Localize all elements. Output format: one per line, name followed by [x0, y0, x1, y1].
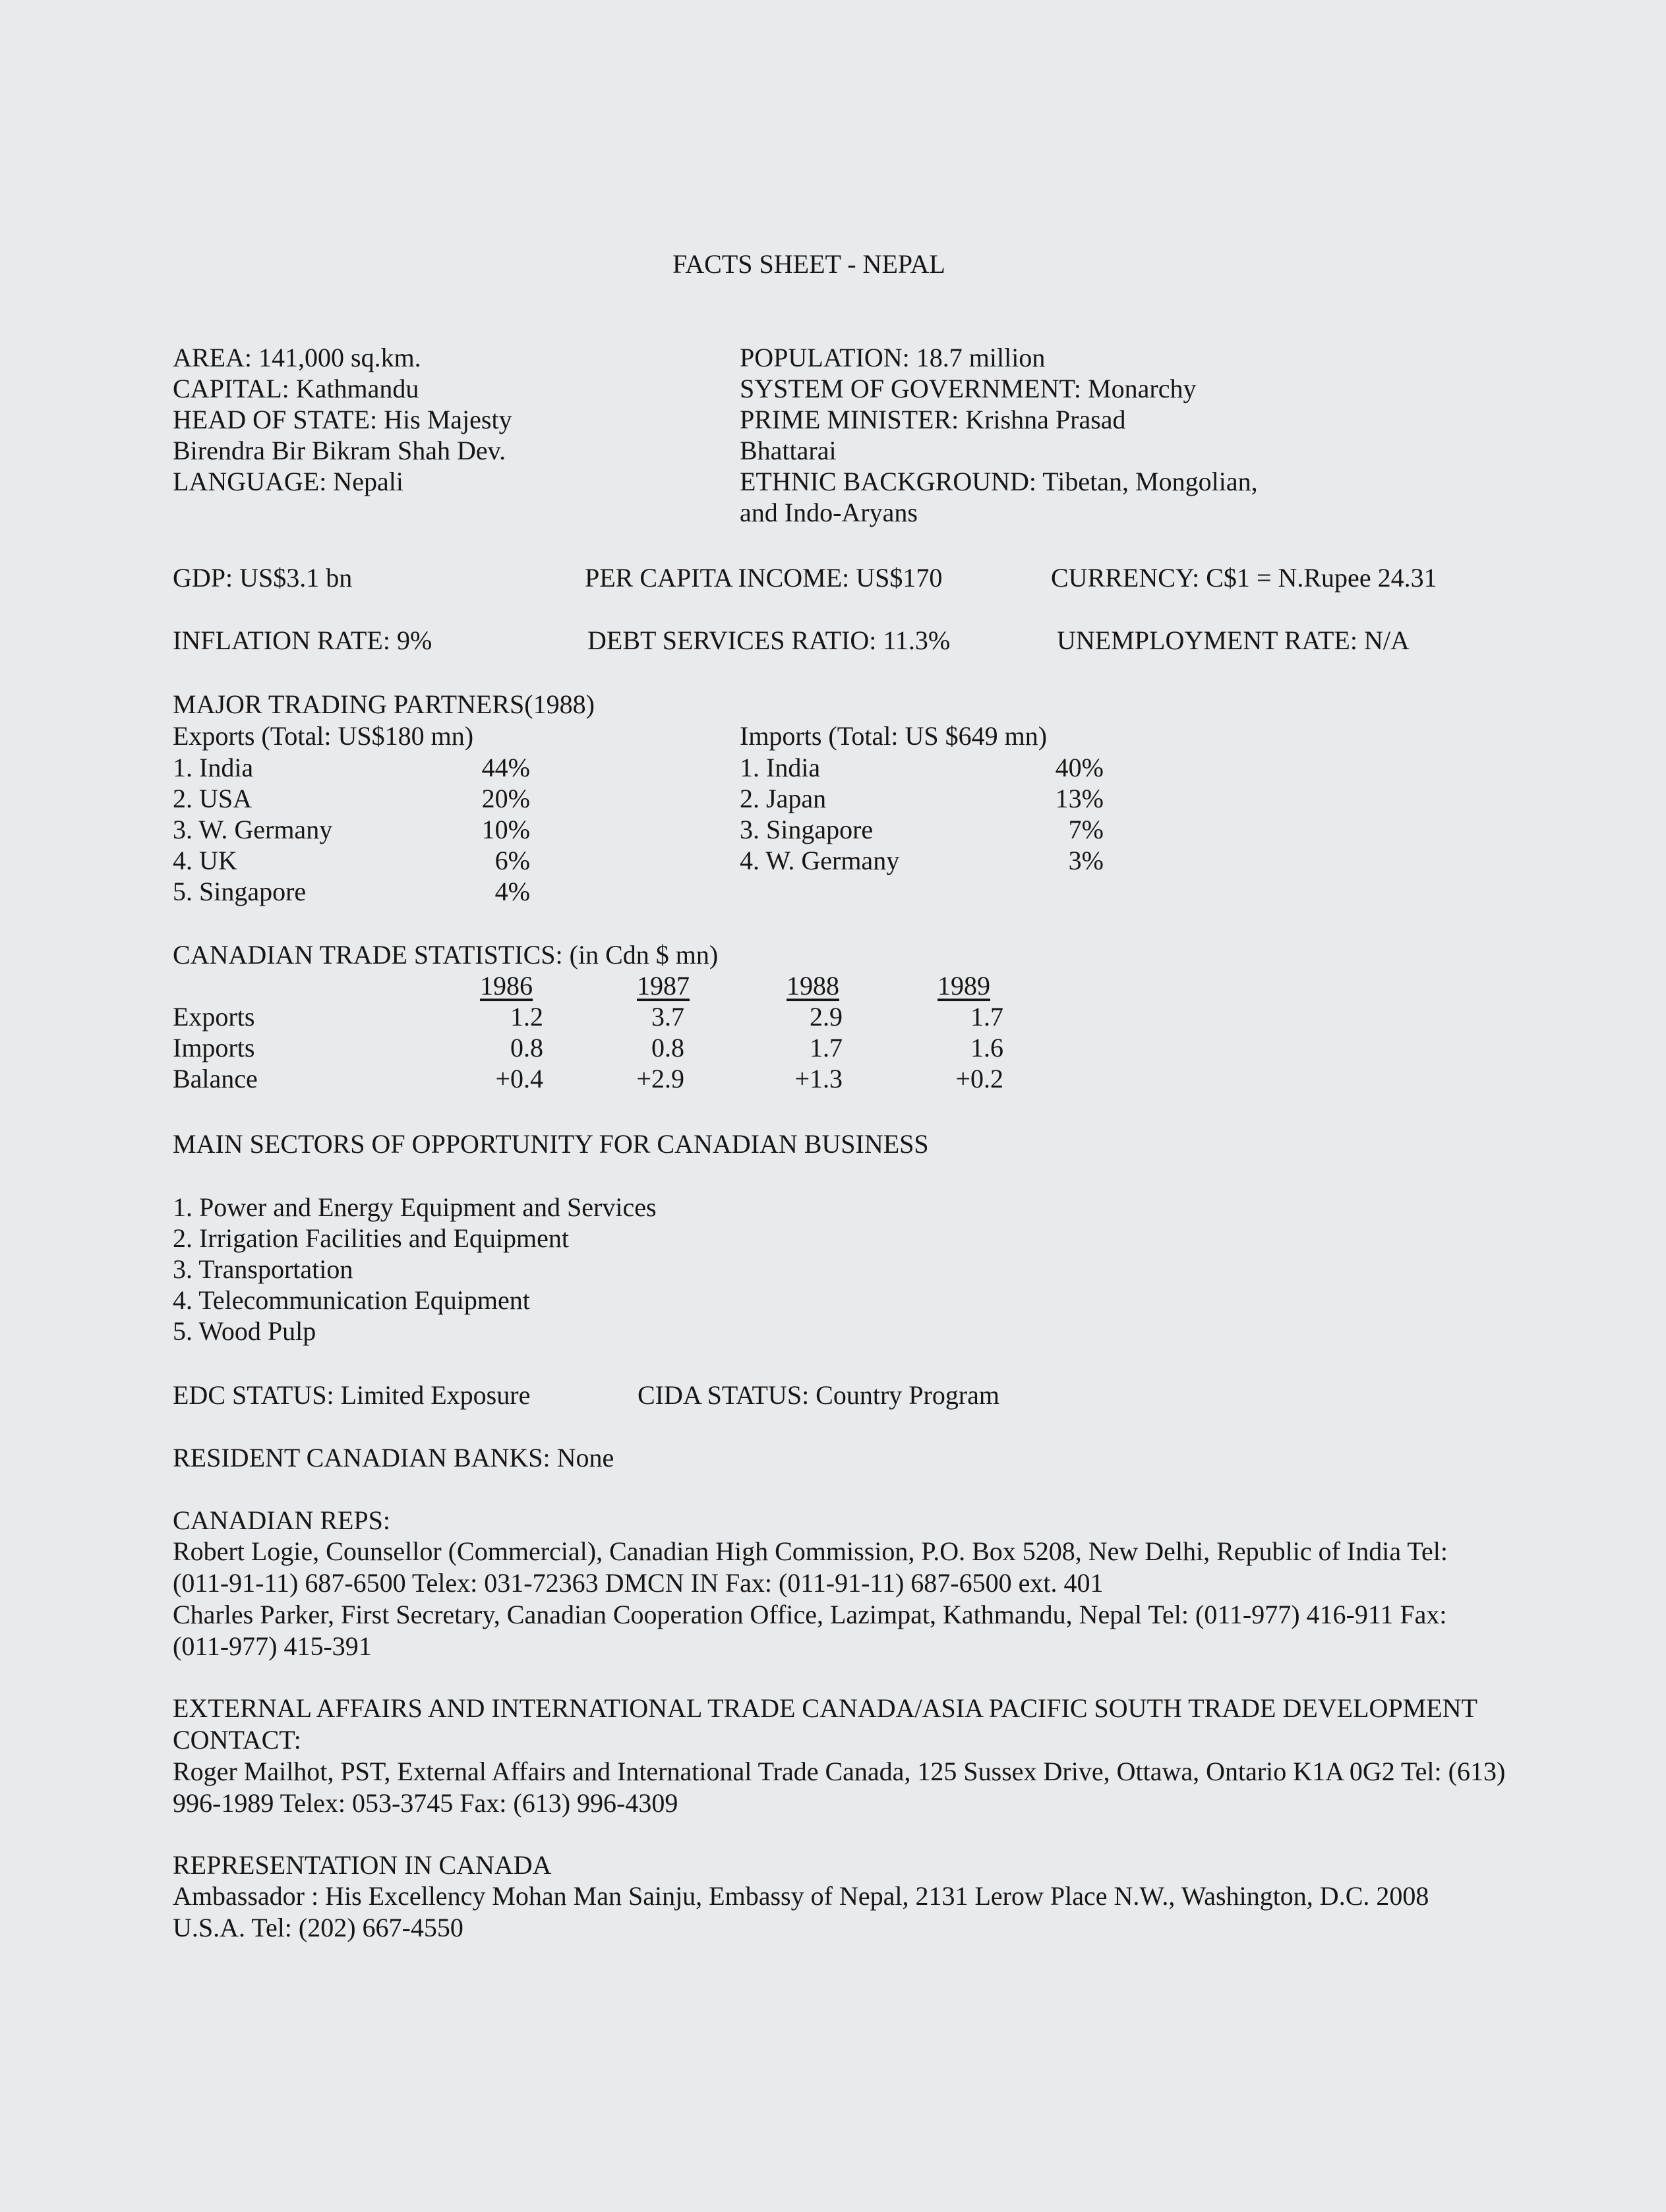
- trade-stats-value: 1.7: [970, 1002, 1003, 1032]
- fact-prime-minister-cont: Bhattarai: [740, 436, 837, 465]
- debt-services-ratio: DEBT SERVICES RATIO: 11.3%: [587, 626, 951, 655]
- fact-prime-minister: PRIME MINISTER: Krishna Prasad: [740, 405, 1126, 434]
- fact-head-of-state: HEAD OF STATE: His Majesty: [173, 405, 512, 434]
- trade-stats-row-label: Balance: [173, 1064, 258, 1093]
- cida-status: CIDA STATUS: Country Program: [638, 1380, 1000, 1410]
- export-partner-name: 4. UK: [173, 846, 237, 875]
- import-partner-name: 2. Japan: [740, 784, 827, 813]
- trade-stats-value: +2.9: [636, 1064, 684, 1093]
- fact-government: SYSTEM OF GOVERNMENT: Monarchy: [740, 374, 1197, 403]
- import-partner-name: 1. India: [740, 753, 821, 782]
- trade-stats-heading: CANADIAN TRADE STATISTICS: (in Cdn $ mn): [173, 940, 719, 970]
- page-title: FACTS SHEET - NEPAL: [672, 249, 945, 279]
- trade-stats-value: 1.2: [510, 1002, 543, 1032]
- edc-status: EDC STATUS: Limited Exposure: [173, 1380, 531, 1410]
- export-partner-name: 2. USA: [173, 784, 253, 813]
- export-partner-pct: 10%: [481, 815, 530, 844]
- fact-language: LANGUAGE: Nepali: [173, 467, 403, 496]
- external-affairs-heading: EXTERNAL AFFAIRS AND INTERNATIONAL TRADE CANADA/ASIA PACIFIC SOUTH TRADE DEVELOPMENT CONTACT:: [173, 1693, 1477, 1755]
- import-partner-pct: 3%: [1068, 846, 1104, 875]
- fact-area: AREA: 141,000 sq.km.: [173, 343, 421, 372]
- representation-ambassador: Ambassador : His Excellency Mohan Man Sainju, Embassy of Nepal, 2131 Lerow Place N.W., Washington, D.C. 2008 U.S.A. Tel: (202) 667-4550: [173, 1881, 1429, 1942]
- fact-ethnic-cont: and Indo-Aryans: [740, 498, 918, 527]
- trade-stats-value: 2.9: [810, 1002, 843, 1032]
- sector-item: 2. Irrigation Facilities and Equipment: [173, 1223, 569, 1253]
- trade-stats-year: 1989: [937, 971, 990, 1001]
- sector-item: 1. Power and Energy Equipment and Services: [173, 1192, 657, 1222]
- sector-item: 3. Transportation: [173, 1254, 353, 1284]
- export-partner-pct: 6%: [494, 846, 530, 875]
- export-partner-name: 3. W. Germany: [173, 815, 333, 844]
- import-partner-name: 3. Singapore: [740, 815, 874, 844]
- export-partner-pct: 44%: [481, 753, 530, 782]
- trading-partners-heading: MAJOR TRADING PARTNERS(1988): [173, 689, 595, 719]
- fact-population: POPULATION: 18.7 million: [740, 343, 1046, 372]
- trade-stats-year: 1987: [637, 971, 690, 1001]
- exports-heading: Exports (Total: US$180 mn): [173, 721, 474, 751]
- import-partner-pct: 40%: [1055, 753, 1104, 782]
- currency: CURRENCY: C$1 = N.Rupee 24.31: [1051, 563, 1437, 593]
- resident-banks: RESIDENT CANADIAN BANKS: None: [173, 1443, 614, 1472]
- export-partner-name: 1. India: [173, 753, 254, 782]
- unemployment-rate: UNEMPLOYMENT RATE: N/A: [1057, 626, 1410, 655]
- export-partner-name: 5. Singapore: [173, 877, 307, 906]
- imports-heading: Imports (Total: US $649 mn): [740, 721, 1048, 751]
- trade-stats-row-label: Imports: [173, 1033, 255, 1062]
- trade-stats-row-label: Exports: [173, 1002, 255, 1032]
- per-capita-income: PER CAPITA INCOME: US$170: [585, 563, 943, 593]
- trade-stats-value: 0.8: [651, 1033, 684, 1062]
- sector-item: 5. Wood Pulp: [173, 1316, 316, 1346]
- import-partner-pct: 7%: [1068, 815, 1104, 844]
- gdp: GDP: US$3.1 bn: [173, 563, 353, 593]
- representation-heading: REPRESENTATION IN CANADA: [173, 1850, 552, 1880]
- export-partner-pct: 4%: [494, 877, 530, 906]
- import-partner-name: 4. W. Germany: [740, 846, 900, 875]
- trade-stats-value: +0.4: [495, 1064, 543, 1093]
- trade-stats-value: 1.6: [970, 1033, 1003, 1062]
- external-affairs-contact: Roger Mailhot, PST, External Affairs and International Trade Canada, 125 Sussex Drive, Ottawa, Ontario K1A 0G2 Tel: (613) 996-1989 Telex: 053-3745 Fax: (613) 996-4309: [173, 1757, 1506, 1818]
- trade-stats-value: 1.7: [810, 1033, 843, 1062]
- trade-stats-year: 1988: [787, 971, 839, 1001]
- reps-heading: CANADIAN REPS:: [173, 1505, 391, 1535]
- fact-ethnic: ETHNIC BACKGROUND: Tibetan, Mongolian,: [740, 467, 1258, 496]
- sector-item: 4. Telecommunication Equipment: [173, 1285, 530, 1315]
- trade-stats-value: 0.8: [510, 1033, 543, 1062]
- fact-head-of-state-name: Birendra Bir Bikram Shah Dev.: [173, 436, 506, 465]
- trade-stats-value: +1.3: [794, 1064, 843, 1093]
- bleed-through-artifact: [508, 175, 883, 206]
- trade-stats-value: +0.2: [955, 1064, 1003, 1093]
- import-partner-pct: 13%: [1055, 784, 1104, 813]
- trade-stats-value: 3.7: [651, 1002, 684, 1032]
- rep-parker: Charles Parker, First Secretary, Canadian Cooperation Office, Lazimpat, Kathmandu, Nepal Tel: (011-977) 416-911 Fax: (011-977) 415-391: [173, 1600, 1447, 1661]
- fact-capital: CAPITAL: Kathmandu: [173, 374, 419, 403]
- trade-stats-year: 1986: [480, 971, 533, 1001]
- rep-logie: Robert Logie, Counsellor (Commercial), Canadian High Commission, P.O. Box 5208, New Delhi, Republic of India Tel: (011-91-11) 687-6500 Telex: 031-72363 DMCN IN Fax: (011-91-11) 687-6500 ext. 401: [173, 1536, 1448, 1598]
- export-partner-pct: 20%: [481, 784, 530, 813]
- inflation-rate: INFLATION RATE: 9%: [173, 626, 432, 655]
- sectors-heading: MAIN SECTORS OF OPPORTUNITY FOR CANADIAN BUSINESS: [173, 1129, 929, 1159]
